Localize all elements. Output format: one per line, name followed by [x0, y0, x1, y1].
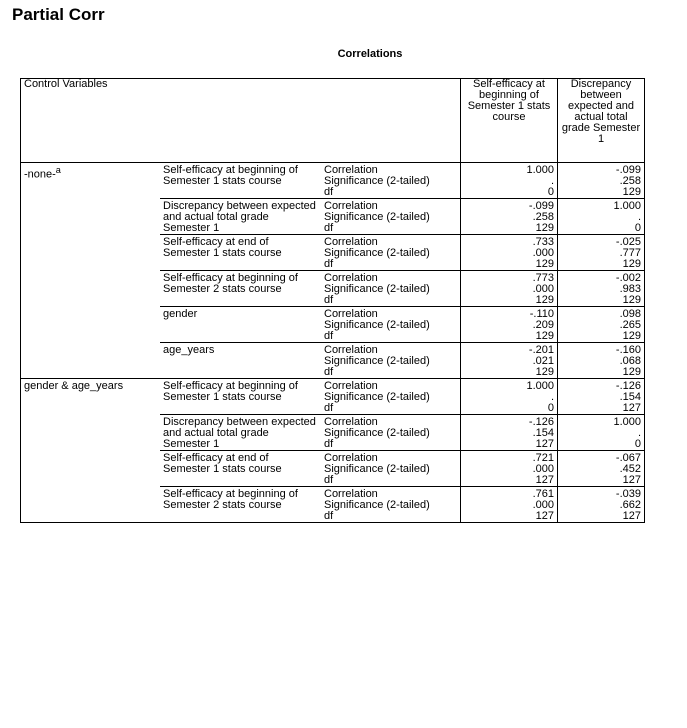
value-cell: 129	[558, 331, 645, 343]
statistic-label: Correlation	[321, 271, 461, 285]
footnote-marker: a	[55, 165, 61, 175]
value-cell: 129	[558, 367, 645, 379]
value-cell: .068	[558, 356, 645, 367]
control-variable-label: gender & age_years	[24, 380, 124, 392]
variable-name: age_years	[160, 343, 321, 379]
statistic-label: df	[324, 366, 334, 378]
table-row	[21, 379, 645, 393]
variable-name: Discrepancy between expected and actual total grade Semester 1	[160, 199, 321, 235]
value-cell: .000	[461, 464, 558, 475]
table-row	[21, 163, 645, 177]
value-cell: .	[461, 392, 558, 403]
correlations-table	[20, 78, 645, 523]
value-cell: -.126	[558, 379, 645, 393]
value-cell: -.126	[461, 415, 558, 429]
value-cell: 129	[461, 259, 558, 271]
value-cell: .021	[461, 356, 558, 367]
statistic-label: df	[324, 402, 334, 414]
value-cell: -.201	[461, 343, 558, 357]
value-cell: .000	[461, 500, 558, 511]
statistic-label: df	[324, 186, 334, 198]
value-cell: 129	[558, 259, 645, 271]
statistic-label: Correlation	[321, 307, 461, 321]
statistic-label: Significance (2-tailed)	[324, 427, 430, 439]
column-header-discrepancy: Discrepancy between expected and actual total grade Semester 1	[558, 79, 645, 163]
value-cell: .258	[461, 212, 558, 223]
statistic-label: Correlation	[321, 415, 461, 429]
statistic-label: df	[324, 294, 334, 306]
statistic-label: Significance (2-tailed)	[324, 463, 430, 475]
value-cell: 0	[558, 439, 645, 451]
value-cell: 1.000	[558, 415, 645, 429]
value-cell: .098	[558, 307, 645, 321]
value-cell: 127	[558, 511, 645, 523]
value-cell: 1.000	[461, 379, 558, 393]
value-cell: 1.000	[558, 199, 645, 213]
table-header-row	[21, 79, 645, 163]
value-cell: .000	[461, 284, 558, 295]
statistic-label: df	[324, 222, 334, 234]
value-cell: 129	[558, 295, 645, 307]
value-cell: .452	[558, 464, 645, 475]
value-cell: .773	[461, 271, 558, 285]
value-cell: 129	[558, 187, 645, 199]
control-variable-cell	[21, 379, 161, 523]
value-cell: .	[558, 212, 645, 223]
value-cell: 0	[461, 187, 558, 199]
value-cell: .209	[461, 320, 558, 331]
control-variable-cell	[21, 163, 161, 379]
statistic-label: Correlation	[321, 343, 461, 357]
statistic-label: Significance (2-tailed)	[324, 391, 430, 403]
variable-name: Self-efficacy at beginning of Semester 2 stats course	[160, 487, 321, 523]
statistic-label: df	[324, 330, 334, 342]
statistic-label: Significance (2-tailed)	[324, 499, 430, 511]
value-cell: 127	[461, 475, 558, 487]
value-cell: .777	[558, 248, 645, 259]
value-cell: -.099	[558, 163, 645, 177]
table-title: Correlations	[337, 48, 403, 60]
value-cell: 129	[461, 295, 558, 307]
variable-name: Discrepancy between expected and actual total grade Semester 1	[160, 415, 321, 451]
variable-name: Self-efficacy at end of Semester 1 stats course	[160, 235, 321, 271]
value-cell: 127	[558, 403, 645, 415]
value-cell: 129	[461, 223, 558, 235]
statistic-label: Correlation	[321, 235, 461, 249]
column-header-self-efficacy-s1: Self-efficacy at beginning of Semester 1 stats course	[461, 79, 558, 163]
control-variable-label: -none-	[24, 168, 56, 181]
value-cell: 129	[461, 367, 558, 379]
statistic-label: Correlation	[321, 199, 461, 213]
value-cell: 0	[461, 403, 558, 415]
value-cell: .154	[558, 392, 645, 403]
value-cell: .000	[461, 248, 558, 259]
control-variables-header: Control Variables	[21, 79, 461, 163]
value-cell: .662	[558, 500, 645, 511]
variable-name: Self-efficacy at beginning of Semester 1 stats course	[160, 379, 321, 415]
variable-name: Self-efficacy at beginning of Semester 1 stats course	[163, 164, 298, 187]
statistic-label: Significance (2-tailed)	[324, 247, 430, 259]
value-cell: 0	[558, 223, 645, 235]
statistic-label: Significance (2-tailed)	[324, 355, 430, 367]
statistic-label: Significance (2-tailed)	[324, 175, 430, 187]
value-cell: .	[461, 176, 558, 187]
variable-name: Self-efficacy at end of Semester 1 stats course	[160, 451, 321, 487]
statistic-label: Correlation	[321, 487, 461, 501]
statistic-label: Significance (2-tailed)	[324, 319, 430, 331]
page-title: Partial Corr	[12, 5, 105, 24]
statistic-label: Significance (2-tailed)	[324, 211, 430, 223]
variable-name: Self-efficacy at beginning of Semester 2 stats course	[160, 271, 321, 307]
statistic-label: Correlation	[321, 451, 461, 465]
value-cell: .733	[461, 235, 558, 249]
value-cell: 127	[461, 439, 558, 451]
value-cell: 1.000	[461, 163, 558, 177]
statistic-label: Significance (2-tailed)	[324, 283, 430, 295]
value-cell: -.067	[558, 451, 645, 465]
statistic-label: df	[324, 510, 334, 522]
value-cell: 127	[558, 475, 645, 487]
statistic-label: df	[324, 258, 334, 270]
variable-name: gender	[160, 307, 321, 343]
value-cell: .154	[461, 428, 558, 439]
value-cell: 127	[461, 511, 558, 523]
statistic-label: df	[324, 474, 334, 486]
value-cell: -.025	[558, 235, 645, 249]
value-cell: -.002	[558, 271, 645, 285]
statistic-label: Correlation	[324, 164, 378, 176]
value-cell: -.110	[461, 307, 558, 321]
value-cell: .258	[558, 176, 645, 187]
value-cell: .265	[558, 320, 645, 331]
value-cell: -.039	[558, 487, 645, 501]
value-cell: -.160	[558, 343, 645, 357]
statistic-label: Correlation	[321, 379, 461, 393]
value-cell: .721	[461, 451, 558, 465]
value-cell: .983	[558, 284, 645, 295]
value-cell: .	[558, 428, 645, 439]
table-body	[21, 163, 645, 523]
statistic-label: df	[324, 438, 334, 450]
value-cell: -.099	[461, 199, 558, 213]
value-cell: .761	[461, 487, 558, 501]
value-cell: 129	[461, 331, 558, 343]
